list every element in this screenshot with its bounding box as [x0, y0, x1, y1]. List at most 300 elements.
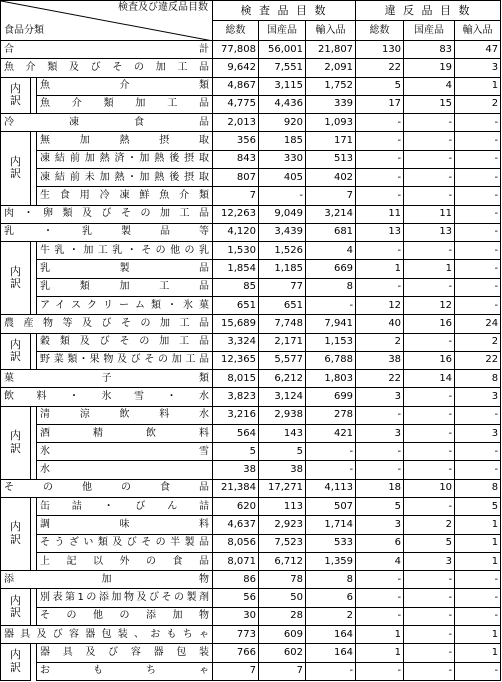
inspected-total-cell: 15,689 [213, 315, 259, 333]
violation-total-cell: - [356, 461, 404, 479]
category-label: 肉・卵類及びその加工品 [1, 205, 213, 223]
violation-imported-cell: 1 [455, 516, 501, 534]
inspected-domestic-cell: 602 [259, 644, 306, 662]
category-label: 農産物等及びその加工品 [1, 315, 213, 333]
inspected-imported-cell: - [306, 662, 356, 680]
category-row [1, 370, 501, 388]
inspected-imported-cell: 7,941 [306, 315, 356, 333]
breakdown-label-char: 内 [10, 337, 21, 351]
breakdown-label-char: 内 [10, 593, 21, 607]
category-label: 添加物 [1, 571, 213, 589]
subcategory-label: 生食用冷凍鮮魚介類 [37, 187, 213, 205]
inspected-domestic-cell: 113 [259, 498, 306, 516]
subcategory-label: 氷雪 [37, 443, 213, 461]
subcategory-row [1, 242, 501, 260]
breakdown-label [1, 333, 31, 370]
breakdown-label-char: 訳 [10, 441, 21, 455]
inspected-domestic-cell: 2,938 [259, 406, 306, 424]
subcategory-label: 器具及び容器包装 [37, 644, 213, 662]
violation-domestic-cell: - [404, 662, 455, 680]
inspected-total-cell: 21,384 [213, 479, 259, 497]
violation-imported-cell: 1 [455, 77, 501, 95]
breakdown-label [1, 498, 31, 571]
subcategory-label: アイスクリーム類・氷菓 [37, 296, 213, 314]
breakdown-label-char: 訳 [10, 606, 21, 620]
breakdown-label [1, 77, 31, 114]
inspected-domestic-cell: 2,171 [259, 333, 306, 351]
violation-domestic-cell: - [404, 424, 455, 442]
violation-total-cell: 3 [356, 424, 404, 442]
violation-total-cell: - [356, 242, 404, 260]
violation-domestic-cell: 5 [404, 534, 455, 552]
violation-domestic-cell: 2 [404, 516, 455, 534]
breakdown-label-char: 内 [10, 520, 21, 534]
subcategory-row [1, 296, 501, 314]
violation-total-cell: 11 [356, 205, 404, 223]
subcategory-label: 凍結前加熱済･加熱後摂取 [37, 150, 213, 168]
inspected-domestic-cell: 330 [259, 150, 306, 168]
inspected-total-cell: 4,775 [213, 95, 259, 113]
violation-imported-cell: 3 [455, 388, 501, 406]
category-row [1, 205, 501, 223]
inspected-total-cell: 4,637 [213, 516, 259, 534]
inspected-imported-cell: 164 [306, 644, 356, 662]
inspected-imported-cell: 507 [306, 498, 356, 516]
subcategory-row [1, 333, 501, 351]
inspected-domestic-cell: 405 [259, 168, 306, 186]
violation-total-cell: - [356, 132, 404, 150]
inspected-domestic-header: 国産品 [259, 21, 306, 41]
subcategory-row [1, 424, 501, 442]
category-row [1, 41, 501, 59]
subcategory-row [1, 516, 501, 534]
inspected-count-header: 検 査 品 目 数 [213, 1, 356, 21]
subcategory-row [1, 406, 501, 424]
subcategory-label: 水 [37, 461, 213, 479]
inspected-domestic-cell: 50 [259, 589, 306, 607]
subcategory-label: 魚介類 [37, 77, 213, 95]
inspected-domestic-cell: 56,001 [259, 41, 306, 59]
violation-imported-cell: - [455, 114, 501, 132]
breakdown-label-char: 内 [10, 648, 21, 662]
inspected-total-cell: 38 [213, 461, 259, 479]
subcategory-row [1, 278, 501, 296]
header-corner-cell [1, 1, 213, 41]
violation-domestic-cell: - [404, 571, 455, 589]
inspected-domestic-cell: 7 [259, 662, 306, 680]
inspected-imported-cell: 699 [306, 388, 356, 406]
violation-imported-cell: - [455, 223, 501, 241]
category-label: 菓子類 [1, 370, 213, 388]
inspected-imported-cell: 164 [306, 626, 356, 644]
inspected-domestic-cell: 3,115 [259, 77, 306, 95]
inspected-total-cell: 85 [213, 278, 259, 296]
subcategory-label: 乳類加工品 [37, 278, 213, 296]
inspected-total-cell: 9,642 [213, 59, 259, 77]
violation-total-cell: 6 [356, 534, 404, 552]
breakdown-label-char: 内 [10, 429, 21, 443]
breakdown-label [1, 406, 31, 479]
violation-total-cell: - [356, 607, 404, 625]
category-label: 器具及び容器包装、おもちゃ [1, 626, 213, 644]
inspected-imported-cell: 1,153 [306, 333, 356, 351]
violation-total-cell: 5 [356, 498, 404, 516]
inspected-imported-cell: - [306, 296, 356, 314]
inspected-total-cell: 5 [213, 443, 259, 461]
violation-total-cell: 5 [356, 77, 404, 95]
violation-imported-cell: - [455, 260, 501, 278]
subcategory-label: 調味料 [37, 516, 213, 534]
inspected-domestic-cell: 7,523 [259, 534, 306, 552]
inspected-total-cell: 7 [213, 187, 259, 205]
violation-imported-cell: 2 [455, 333, 501, 351]
inspected-imported-cell: 6 [306, 589, 356, 607]
violation-total-cell: - [356, 187, 404, 205]
subcategory-label: 缶詰・びん詰 [37, 498, 213, 516]
category-label: その他の食品 [1, 479, 213, 497]
breakdown-label-char: 訳 [10, 533, 21, 547]
violation-total-cell: 13 [356, 223, 404, 241]
violation-domestic-cell: - [404, 461, 455, 479]
violation-total-cell: - [356, 150, 404, 168]
inspected-imported-cell: 533 [306, 534, 356, 552]
inspected-imported-cell: 2 [306, 607, 356, 625]
inspected-domestic-cell: 7,551 [259, 59, 306, 77]
subcategory-row [1, 260, 501, 278]
subcategory-row [1, 498, 501, 516]
breakdown-label-char: 内 [10, 81, 21, 95]
violation-total-cell: 38 [356, 351, 404, 369]
subcategory-row [1, 150, 501, 168]
violation-imported-cell: 2 [455, 95, 501, 113]
inspected-domestic-cell: 1,526 [259, 242, 306, 260]
subcategory-row [1, 644, 501, 662]
violation-domestic-header: 国産品 [404, 21, 455, 41]
subcategory-row [1, 461, 501, 479]
inspected-domestic-cell: 5,577 [259, 351, 306, 369]
violation-domestic-cell: 14 [404, 370, 455, 388]
category-row [1, 388, 501, 406]
inspected-imported-cell: 21,807 [306, 41, 356, 59]
violation-total-cell: 4 [356, 552, 404, 570]
violation-domestic-cell: - [404, 644, 455, 662]
inspected-total-cell: 56 [213, 589, 259, 607]
inspected-domestic-cell: 3,124 [259, 388, 306, 406]
inspected-total-cell: 30 [213, 607, 259, 625]
violation-imported-cell: 1 [455, 534, 501, 552]
violation-imported-cell: - [455, 443, 501, 461]
inspected-total-cell: 8,015 [213, 370, 259, 388]
inspected-total-cell: 843 [213, 150, 259, 168]
violation-imported-cell: 1 [455, 552, 501, 570]
inspected-domestic-cell: 38 [259, 461, 306, 479]
violation-domestic-cell: - [404, 132, 455, 150]
violation-count-header: 違 反 品 目 数 [356, 1, 501, 21]
violation-total-cell: 17 [356, 95, 404, 113]
violation-total-cell: - [356, 662, 404, 680]
inspected-imported-cell: 1,752 [306, 77, 356, 95]
category-label: 冷凍食品 [1, 114, 213, 132]
violation-domestic-cell: - [404, 114, 455, 132]
inspected-imported-cell: 402 [306, 168, 356, 186]
violation-domestic-cell: - [404, 406, 455, 424]
violation-imported-cell: - [455, 571, 501, 589]
violation-domestic-cell: 16 [404, 315, 455, 333]
breakdown-label-char: 訳 [10, 167, 21, 181]
inspected-imported-cell: 421 [306, 424, 356, 442]
violation-domestic-cell: - [404, 168, 455, 186]
violation-imported-cell: - [455, 168, 501, 186]
inspected-domestic-cell: 3,439 [259, 223, 306, 241]
subcategory-label: 穀類及びその加工品 [37, 333, 213, 351]
violation-imported-cell: - [455, 662, 501, 680]
violation-total-cell: - [356, 406, 404, 424]
violation-total-cell: 12 [356, 296, 404, 314]
subcategory-row [1, 607, 501, 625]
violation-imported-cell: 24 [455, 315, 501, 333]
violation-domestic-cell: - [404, 150, 455, 168]
inspected-total-cell: 356 [213, 132, 259, 150]
violation-domestic-cell: - [404, 242, 455, 260]
violation-imported-cell: 8 [455, 370, 501, 388]
inspected-domestic-cell: 185 [259, 132, 306, 150]
violation-total-cell: 3 [356, 516, 404, 534]
violation-domestic-cell: - [404, 498, 455, 516]
violation-imported-cell: - [455, 187, 501, 205]
subcategory-label: おもちゃ [37, 662, 213, 680]
violation-total-cell: - [356, 168, 404, 186]
subcategory-label: 魚介類加工品 [37, 95, 213, 113]
inspected-domestic-cell: 1,185 [259, 260, 306, 278]
inspected-total-cell: 651 [213, 296, 259, 314]
violation-domestic-cell: 19 [404, 59, 455, 77]
category-row [1, 479, 501, 497]
breakdown-label [1, 132, 31, 205]
inspected-total-header: 総数 [213, 21, 259, 41]
inspected-imported-cell: 1,714 [306, 516, 356, 534]
inspected-total-cell: 8,071 [213, 552, 259, 570]
breakdown-label [1, 589, 31, 626]
inspected-total-cell: 8,056 [213, 534, 259, 552]
violation-imported-header: 輸入品 [455, 21, 501, 41]
violation-domestic-cell: 11 [404, 205, 455, 223]
violation-imported-cell: 22 [455, 351, 501, 369]
inspected-domestic-cell: 17,271 [259, 479, 306, 497]
breakdown-label [1, 242, 31, 315]
inspected-imported-cell: 3,214 [306, 205, 356, 223]
violation-total-cell: - [356, 278, 404, 296]
violation-domestic-cell: 12 [404, 296, 455, 314]
violation-imported-cell: 1 [455, 626, 501, 644]
violation-imported-cell: - [455, 150, 501, 168]
inspected-domestic-cell: 6,212 [259, 370, 306, 388]
inspected-imported-cell: 1,359 [306, 552, 356, 570]
category-label: 合計 [1, 41, 213, 59]
subcategory-label: その他の添加物 [37, 607, 213, 625]
category-row [1, 59, 501, 77]
inspected-imported-cell: 4 [306, 242, 356, 260]
violation-total-cell: 3 [356, 388, 404, 406]
inspected-imported-cell: 6,788 [306, 351, 356, 369]
inspected-total-cell: 77,808 [213, 41, 259, 59]
breakdown-label-char: 内 [10, 264, 21, 278]
inspected-total-cell: 766 [213, 644, 259, 662]
violation-imported-cell: 3 [455, 59, 501, 77]
inspected-imported-cell: 7 [306, 187, 356, 205]
violation-imported-cell: - [455, 205, 501, 223]
inspected-imported-cell: 681 [306, 223, 356, 241]
violation-domestic-cell: 15 [404, 95, 455, 113]
inspected-total-cell: 564 [213, 424, 259, 442]
violation-total-cell: 1 [356, 626, 404, 644]
inspected-total-cell: 12,263 [213, 205, 259, 223]
inspected-domestic-cell: 77 [259, 278, 306, 296]
subcategory-label: 別表第1の添加物及びその製剤 [37, 589, 213, 607]
subcategory-label: 乳製品 [37, 260, 213, 278]
violation-domestic-cell: 83 [404, 41, 455, 59]
inspected-total-cell: 4,120 [213, 223, 259, 241]
inspected-imported-header: 輸入品 [306, 21, 356, 41]
inspected-domestic-cell: 5 [259, 443, 306, 461]
violation-domestic-cell: 1 [404, 260, 455, 278]
violation-domestic-cell: - [404, 187, 455, 205]
category-label: 乳・乳製品等 [1, 223, 213, 241]
inspected-domestic-cell: 6,712 [259, 552, 306, 570]
subcategory-row [1, 589, 501, 607]
violation-total-cell: - [356, 571, 404, 589]
violation-domestic-cell: 13 [404, 223, 455, 241]
inspected-domestic-cell: 7,748 [259, 315, 306, 333]
inspected-domestic-cell: 609 [259, 626, 306, 644]
subcategory-label: 凍結前未加熱･加熱後摂取 [37, 168, 213, 186]
inspected-imported-cell: 1,803 [306, 370, 356, 388]
inspected-imported-cell: 2,091 [306, 59, 356, 77]
inspected-domestic-cell: 143 [259, 424, 306, 442]
violation-total-cell: 22 [356, 59, 404, 77]
inspected-domestic-cell: 920 [259, 114, 306, 132]
inspected-total-cell: 3,216 [213, 406, 259, 424]
inspected-domestic-cell: 651 [259, 296, 306, 314]
inspected-total-cell: 1,854 [213, 260, 259, 278]
violation-imported-cell: - [455, 461, 501, 479]
violation-domestic-cell: 3 [404, 552, 455, 570]
category-row [1, 315, 501, 333]
violation-imported-cell: - [455, 296, 501, 314]
inspected-total-cell: 807 [213, 168, 259, 186]
violation-imported-cell: - [455, 278, 501, 296]
violation-total-cell: - [356, 114, 404, 132]
violation-domestic-cell: - [404, 607, 455, 625]
inspected-total-cell: 86 [213, 571, 259, 589]
subcategory-label: 上記以外の食品 [37, 552, 213, 570]
violation-total-header: 総数 [356, 21, 404, 41]
inspected-total-cell: 2,013 [213, 114, 259, 132]
breakdown-label [1, 644, 31, 681]
subcategory-row [1, 443, 501, 461]
violation-domestic-cell: - [404, 333, 455, 351]
inspected-domestic-cell: 28 [259, 607, 306, 625]
violation-total-cell: 1 [356, 260, 404, 278]
violation-total-cell: 1 [356, 644, 404, 662]
violation-domestic-cell: - [404, 589, 455, 607]
violation-total-cell: 130 [356, 41, 404, 59]
subcategory-row [1, 662, 501, 680]
subcategory-row [1, 552, 501, 570]
inspected-total-cell: 12,365 [213, 351, 259, 369]
inspected-imported-cell: 171 [306, 132, 356, 150]
violation-imported-cell: 47 [455, 41, 501, 59]
violation-total-cell: 40 [356, 315, 404, 333]
inspected-domestic-cell: 9,049 [259, 205, 306, 223]
breakdown-label-char: 内 [10, 154, 21, 168]
violation-domestic-cell: 4 [404, 77, 455, 95]
category-label: 飲料・氷雪・水 [1, 388, 213, 406]
violation-imported-cell: - [455, 132, 501, 150]
breakdown-label-char: 訳 [10, 350, 21, 364]
violation-imported-cell: - [455, 406, 501, 424]
inspected-imported-cell: 1,093 [306, 114, 356, 132]
subcategory-row [1, 534, 501, 552]
violation-total-cell: 18 [356, 479, 404, 497]
inspected-domestic-cell: 4,436 [259, 95, 306, 113]
subcategory-row [1, 168, 501, 186]
violation-domestic-cell: - [404, 443, 455, 461]
inspected-imported-cell: 4,113 [306, 479, 356, 497]
violation-total-cell: 2 [356, 333, 404, 351]
subcategory-label: 牛乳・加工乳・その他の乳 [37, 242, 213, 260]
inspected-domestic-cell: 78 [259, 571, 306, 589]
category-row [1, 223, 501, 241]
inspected-total-cell: 4,867 [213, 77, 259, 95]
corner-top-label: 検査及び違反品目数 [118, 2, 209, 13]
violation-imported-cell: - [455, 242, 501, 260]
breakdown-label-char: 訳 [10, 661, 21, 675]
inspected-imported-cell: - [306, 443, 356, 461]
violation-total-cell: - [356, 443, 404, 461]
subcategory-row [1, 187, 501, 205]
breakdown-label-char: 訳 [10, 277, 21, 291]
subcategory-label: 酒精飲料 [37, 424, 213, 442]
inspected-total-cell: 773 [213, 626, 259, 644]
category-label: 魚介類及びその加工品 [1, 59, 213, 77]
subcategory-row [1, 95, 501, 113]
inspected-domestic-cell: 2,923 [259, 516, 306, 534]
inspected-total-cell: 3,823 [213, 388, 259, 406]
inspected-total-cell: 620 [213, 498, 259, 516]
subcategory-row [1, 351, 501, 369]
inspected-imported-cell: 339 [306, 95, 356, 113]
violation-domestic-cell: 10 [404, 479, 455, 497]
violation-imported-cell: - [455, 589, 501, 607]
subcategory-row [1, 77, 501, 95]
violation-imported-cell: 8 [455, 479, 501, 497]
inspected-imported-cell: 8 [306, 571, 356, 589]
violation-total-cell: - [356, 589, 404, 607]
violation-total-cell: 22 [356, 370, 404, 388]
violation-domestic-cell: - [404, 388, 455, 406]
violation-domestic-cell: 16 [404, 351, 455, 369]
inspected-total-cell: 1,530 [213, 242, 259, 260]
subcategory-label: 野菜類･果物及びその加工品 [37, 351, 213, 369]
violation-imported-cell: 1 [455, 644, 501, 662]
inspected-imported-cell: - [306, 461, 356, 479]
category-row [1, 114, 501, 132]
subcategory-label: そうざい類及びその半製品 [37, 534, 213, 552]
violation-domestic-cell: - [404, 278, 455, 296]
subcategory-label: 無加熱摂取 [37, 132, 213, 150]
corner-bottom-label: 食品分類 [4, 25, 44, 36]
inspected-total-cell: 3,324 [213, 333, 259, 351]
